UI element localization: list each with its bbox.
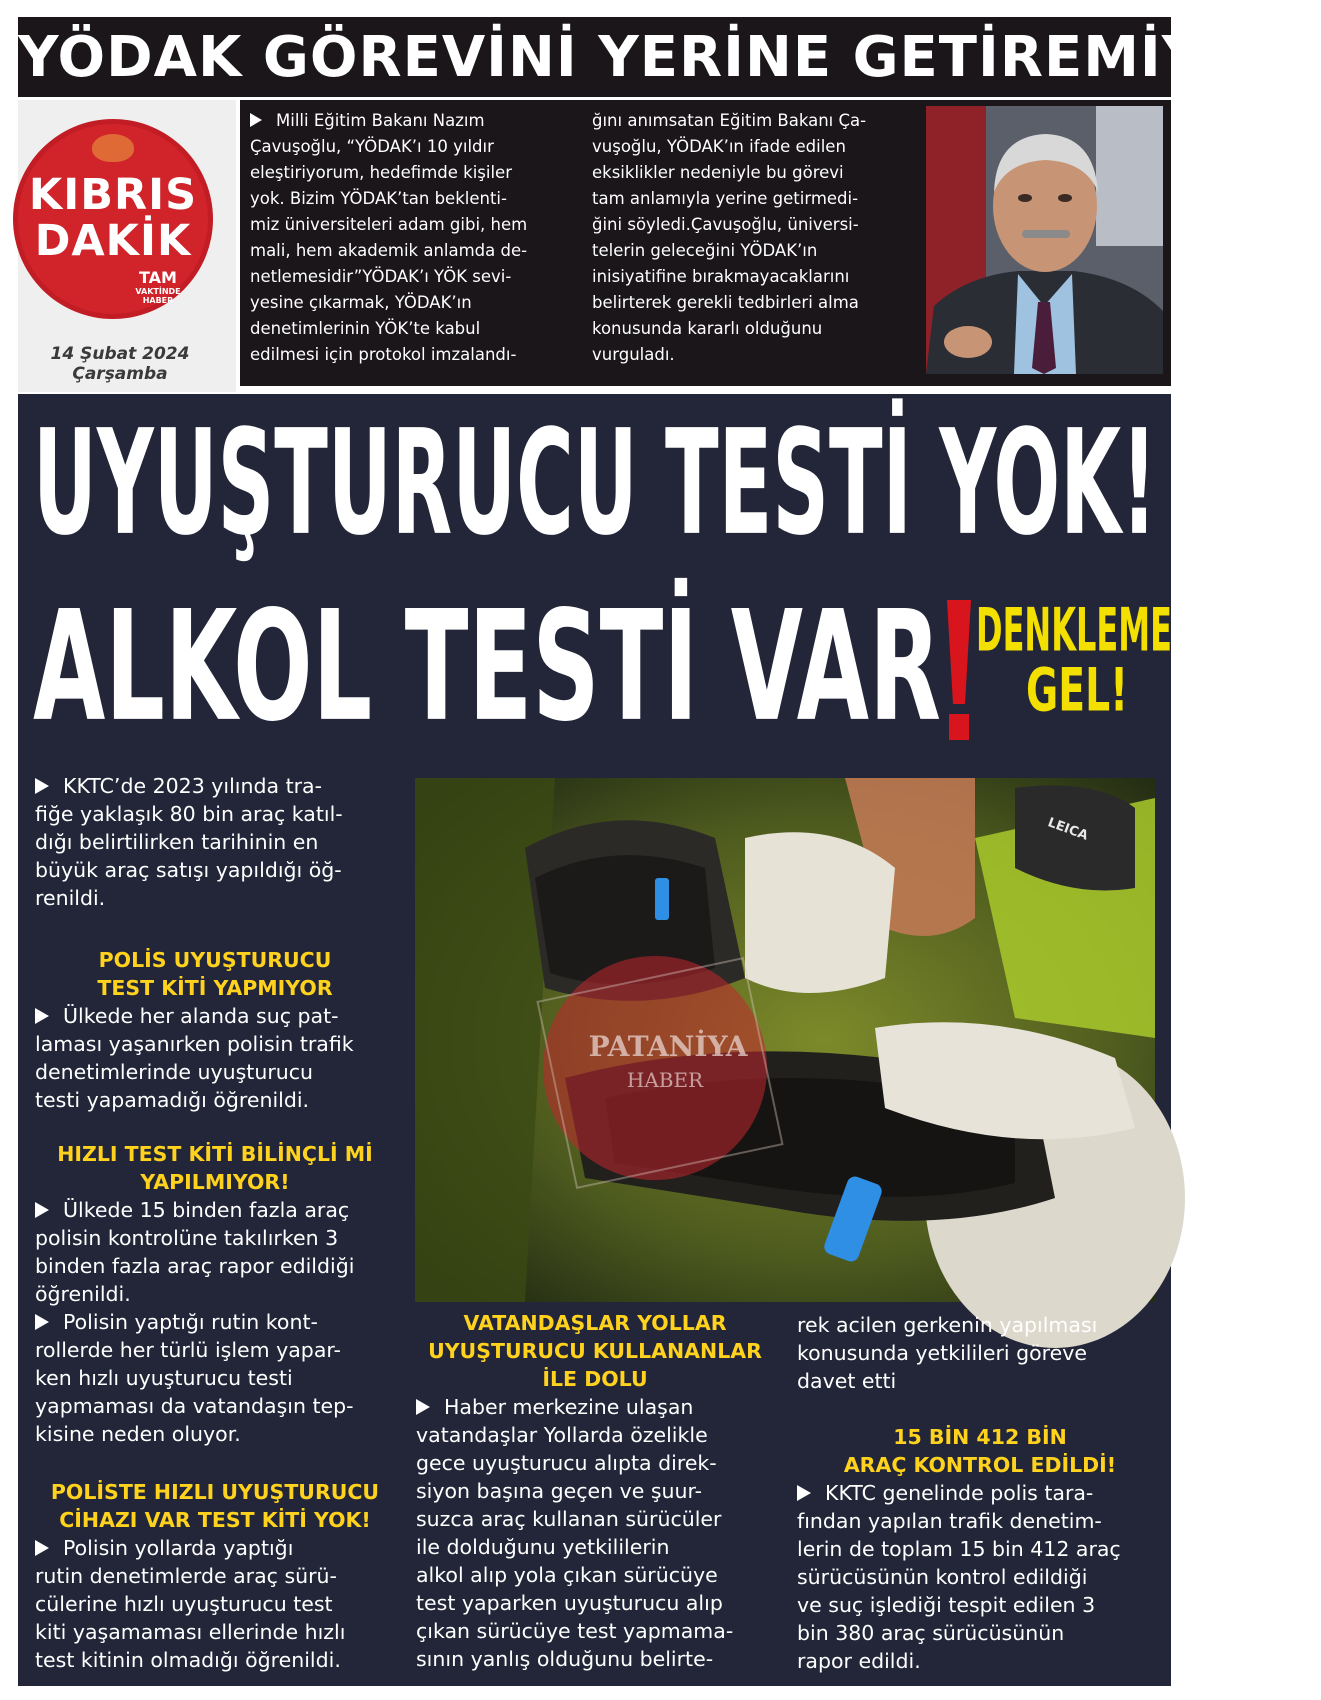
right-column-continuation xyxy=(797,1311,1167,1395)
minister-portrait xyxy=(926,106,1163,374)
top-story-line: yesine çıkarmak, YÖDAK’ın xyxy=(250,293,472,312)
text-line: rollerde her türlü işlem yapar- xyxy=(35,1338,341,1362)
subheading-roads xyxy=(415,1309,775,1393)
text-line: Ülkede 15 binden fazla araç xyxy=(35,1196,405,1224)
subheading-line: ARAÇ KONTROL EDİLDİ! xyxy=(843,1453,1117,1477)
right-column-body xyxy=(797,1479,1167,1675)
logo-tagline xyxy=(110,268,206,305)
top-story-line: ğini söyledi.Çavuşoğlu, üniversi- xyxy=(592,215,859,234)
text-line: rapor edildi. xyxy=(797,1649,921,1673)
date-weekday: Çarşamba xyxy=(72,364,168,384)
text-line: büyük araç satışı yapıldığı öğ- xyxy=(35,858,342,882)
top-story-col1 xyxy=(250,108,578,368)
subheading-vehicle-count xyxy=(800,1423,1160,1479)
main-headline-line2: ALKOL TESTİ VAR xyxy=(33,577,941,755)
text-line: sürücüsünün kontrol edildiği xyxy=(797,1565,1088,1589)
subheading-line: POLİSTE HIZLI UYUŞTURUCU xyxy=(50,1480,380,1504)
subheading-line: VATANDAŞLAR YOLLAR xyxy=(463,1311,727,1335)
main-headline-line1: UYUŞTURUCU TESTİ YOK! xyxy=(33,397,1157,568)
text-line: denetimlerinde uyuşturucu xyxy=(35,1060,314,1084)
text-line: ken hızlı uyuşturucu testi xyxy=(35,1366,293,1390)
left-column-p2 xyxy=(35,1196,405,1308)
top-story-line: denetimlerinin YÖK’te kabul xyxy=(250,319,481,338)
text-line: gece uyuşturucu alıpta direk- xyxy=(416,1451,717,1475)
logo-line1: KIBRIS xyxy=(28,170,198,220)
watermark-line1: PATANİYA xyxy=(588,1030,748,1063)
text-line: laması yaşanırken polisin trafik xyxy=(35,1032,354,1056)
turtle-icon xyxy=(92,134,134,162)
text-line: Polisin yaptığı rutin kont- xyxy=(35,1308,405,1336)
text-line: siyon başına geçen ve şuur- xyxy=(416,1479,703,1503)
subheading-line: 15 BİN 412 BİN xyxy=(893,1425,1067,1449)
text-line: öğrenildi. xyxy=(35,1282,131,1306)
left-column-intro xyxy=(35,772,405,912)
top-headline: YÖDAK GÖREVİNİ YERİNE GETİREMİYOR! xyxy=(18,25,1321,90)
subheading-line: İLE DOLU xyxy=(542,1367,648,1391)
portrait-image xyxy=(926,106,1163,374)
subheading-police-kit xyxy=(35,946,395,1002)
bullet-triangle-icon xyxy=(35,1202,49,1218)
bullet-triangle-icon xyxy=(35,778,49,794)
top-story-line: vuşoğlu, YÖDAK’ın ifade edilen xyxy=(592,137,846,156)
top-story-line: vurguladı. xyxy=(592,345,675,364)
text-line: binden fazla araç rapor edildiği xyxy=(35,1254,355,1278)
bullet-triangle-icon xyxy=(416,1399,430,1415)
watermark-line2: HABER xyxy=(626,1068,704,1092)
date-day: 14 Şubat 2024 xyxy=(50,344,190,364)
top-story-line: inisiyatifine bırakmayacaklarını xyxy=(592,267,850,286)
top-banner xyxy=(18,17,1321,97)
top-story-line: netlemesidir”YÖDAK’ı YÖK sevi- xyxy=(250,267,512,286)
text-line: suzca araç kullanan sürücüler xyxy=(416,1507,722,1531)
text-line: Haber merkezine ulaşan xyxy=(416,1393,796,1421)
text-line: test yaparken uyuşturucu alıp xyxy=(416,1591,723,1615)
logo-tag-sub1: VAKTİNDE xyxy=(135,287,181,296)
text-line: ile dolduğunu yetkililerin xyxy=(416,1535,670,1559)
top-story-line: eleştiriyorum, hedefimde kişiler xyxy=(250,163,512,182)
text-line: fiğe yaklaşık 80 bin araç katıl- xyxy=(35,802,343,826)
top-story-line: yok. Bizim YÖDAK’tan beklenti- xyxy=(250,189,507,208)
top-story-line: miz üniversiteleri adam gibi, hem xyxy=(250,215,528,234)
text-line: Ülkede her alanda suç pat- xyxy=(35,1002,405,1030)
bullet-triangle-icon xyxy=(250,113,262,127)
subheading-line: UYUŞTURUCU KULLANANLAR xyxy=(428,1339,762,1363)
text-line: çıkan sürücüye test yapmama- xyxy=(416,1619,734,1643)
top-story-line: mali, hem akademik anlamda de- xyxy=(250,241,528,260)
top-story-line: belirterek gerekli tedbirleri alma xyxy=(592,293,859,312)
subheading-police-device xyxy=(35,1478,395,1534)
text-line: vatandaşlar Yollarda özelikle xyxy=(416,1423,708,1447)
bullet-triangle-icon xyxy=(797,1485,811,1501)
logo-tag-main: TAM xyxy=(139,268,177,287)
bullet-triangle-icon xyxy=(35,1540,49,1556)
text-line: cülerine hızlı uyuşturucu test xyxy=(35,1592,333,1616)
text-line: lerin de toplam 15 bin 412 araç xyxy=(797,1537,1121,1561)
side-headline-line2: GEL! xyxy=(1026,655,1128,725)
text-line: ve suç işlediği tespit edilen 3 xyxy=(797,1593,1096,1617)
subheading-line: POLİS UYUŞTURUCU xyxy=(98,948,332,972)
text-line: alkol alıp yola çıkan sürücüye xyxy=(416,1563,718,1587)
top-story-line: edilmesi için protokol imzalandı- xyxy=(250,345,517,364)
device-brand-label: LEICA xyxy=(1045,815,1090,844)
text-line: rek acilen gerkenin yapılması xyxy=(797,1313,1098,1337)
subheading-rapid-kit xyxy=(35,1140,395,1196)
text-line: kiti yaşamaması ellerinde hızlı xyxy=(35,1620,346,1644)
subheading-line: CİHAZI VAR TEST KİTİ YOK! xyxy=(59,1508,371,1532)
text-line: davet etti xyxy=(797,1369,897,1393)
text-line: KKTC’de 2023 yılında tra- xyxy=(35,772,405,800)
text-line: rutin denetimlerde araç sürü- xyxy=(35,1564,337,1588)
top-story-line: eksiklikler nedeniyle bu görevi xyxy=(592,163,844,182)
left-column-p4 xyxy=(35,1534,405,1674)
red-exclamation-icon xyxy=(944,600,974,742)
text-line: renildi. xyxy=(35,886,106,910)
text-line: konusunda yetkilileri göreve xyxy=(797,1341,1088,1365)
breathalyzer-photo xyxy=(415,778,1155,1302)
issue-date xyxy=(30,344,210,384)
logo-line2: DAKİK xyxy=(34,216,192,266)
left-column-p1 xyxy=(35,1002,405,1114)
left-column-p3 xyxy=(35,1308,405,1448)
top-story-col2 xyxy=(592,108,914,368)
photo-image xyxy=(415,778,1155,1302)
top-story-line: Çavuşoğlu, “YÖDAK’ı 10 yıldır xyxy=(250,137,494,156)
top-story-line: ğını anımsatan Eğitim Bakanı Ça- xyxy=(592,111,867,130)
text-line: kisine neden oluyor. xyxy=(35,1422,241,1446)
top-story-line: telerin geleceğini YÖDAK’ın xyxy=(592,241,818,260)
text-line: testi yapamadığı öğrenildi. xyxy=(35,1088,310,1112)
bullet-triangle-icon xyxy=(35,1314,49,1330)
middle-column-body xyxy=(416,1393,796,1673)
text-line: yapmaması da vatandaşın tep- xyxy=(35,1394,354,1418)
text-line: dığı belirtilirken tarihinin en xyxy=(35,830,319,854)
top-story-line: tam anlamıyla yerine getirmedi- xyxy=(592,189,859,208)
side-headline-line1: DENKLEME xyxy=(976,595,1172,665)
bullet-triangle-icon xyxy=(35,1008,49,1024)
subheading-line: TEST KİTİ YAPMIYOR xyxy=(97,976,333,1000)
text-line: Polisin yollarda yaptığı xyxy=(35,1534,405,1562)
subheading-line: HIZLI TEST KİTİ BİLİNÇLİ Mİ xyxy=(57,1142,373,1166)
text-line: polisin kontrolüne takılırken 3 xyxy=(35,1226,339,1250)
text-line: fından yapılan trafik denetim- xyxy=(797,1509,1102,1533)
text-line: KKTC genelinde polis tara- xyxy=(797,1479,1167,1507)
text-line: bin 380 araç sürücüsünün xyxy=(797,1621,1065,1645)
text-line: test kitinin olmadığı öğrenildi. xyxy=(35,1648,341,1672)
subheading-line: YAPILMIYOR! xyxy=(140,1170,290,1194)
top-story-line: konusunda kararlı olduğunu xyxy=(592,319,823,338)
text-line: sının yanlış olduğunu belirte- xyxy=(416,1647,714,1671)
top-story-line: Milli Eğitim Bakanı Nazım xyxy=(250,108,578,134)
logo-tag-sub2: HABER xyxy=(142,296,174,305)
